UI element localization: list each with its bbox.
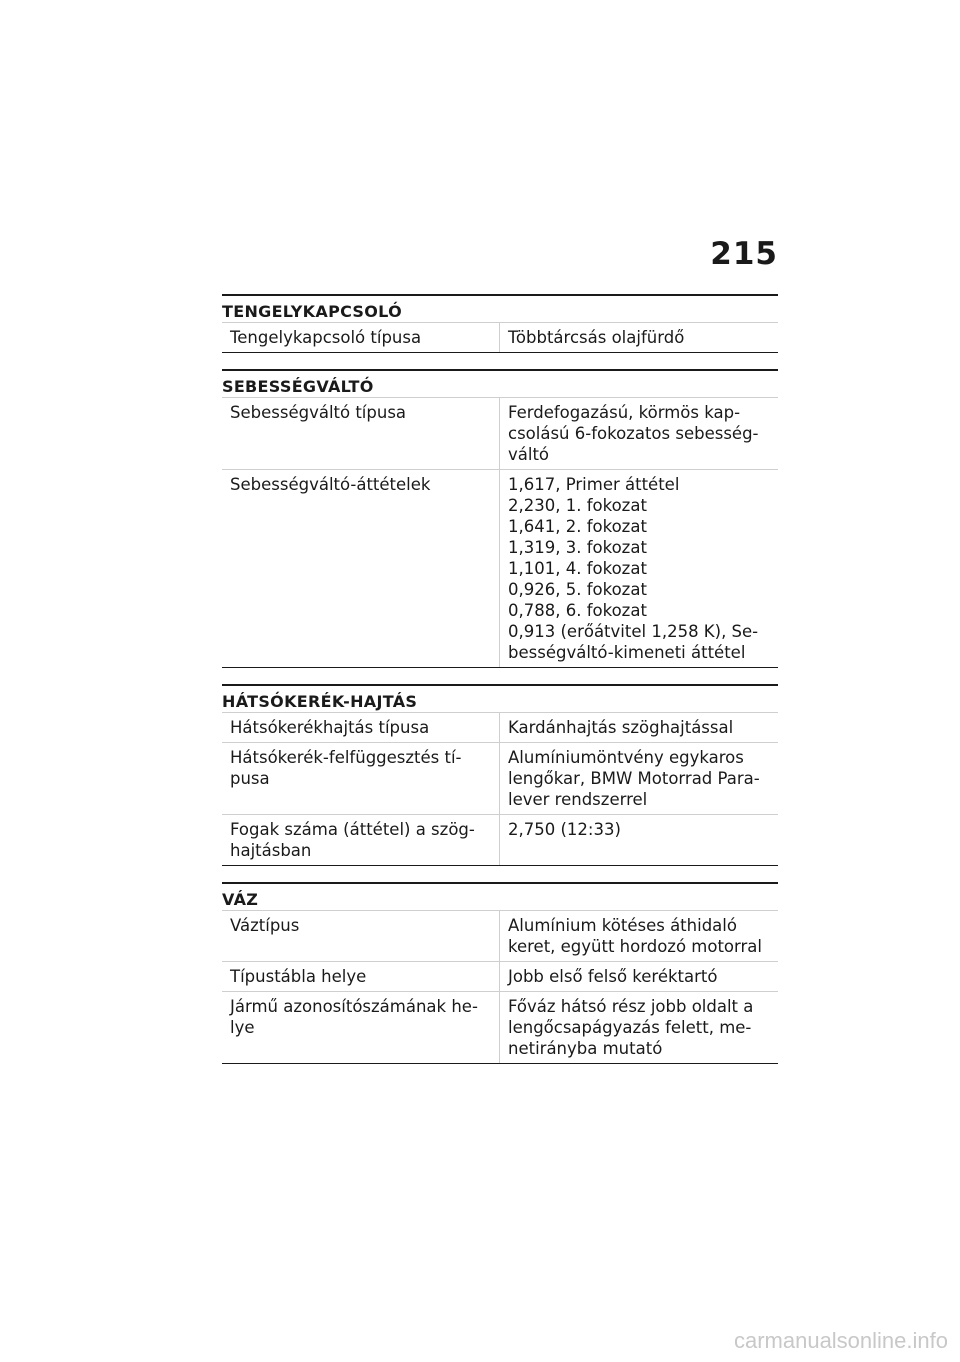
spec-value: Alumínium kötéses áthidaló keret, együtt hordozó motorral (508, 916, 763, 956)
spec-label: Váztípus (222, 911, 500, 961)
section-title: TENGELYKAPCSOLÓ (222, 294, 778, 322)
spec-value: Főváz hátsó rész jobb oldalt a lengőcsapágyazás felett, me- netirányba mutató (508, 997, 754, 1058)
spec-value: 1,617, Primer áttétel 2,230, 1. fokozat 1,641, 2. fokozat 1,319, 3. fokozat 1,101, 4. fokozat 0,926, 5. fokozat 0,788, 6. fokozat 0,913 (erőátvitel 1,258 K), Se- bességváltó-kimeneti áttétel (508, 475, 759, 662)
spec-value: Jobb első felső keréktartó (508, 967, 718, 986)
spec-value: Alumíniumöntvény egykaros lengőkar, BMW Motorrad Para- lever rendszerrel (508, 748, 760, 809)
spec-row (222, 961, 778, 991)
spec-content (222, 294, 778, 1080)
spec-label: Fogak száma (áttétel) a szög- hajtásban (222, 815, 500, 865)
spec-row (222, 322, 778, 353)
spec-row (222, 910, 778, 961)
spec-label: Hátsókerék-felfüggesztés tí- pusa (222, 743, 500, 814)
spec-row (222, 814, 778, 866)
spec-value: 2,750 (12:33) (508, 820, 621, 839)
page-number: 215 (710, 236, 778, 272)
section-title: HÁTSÓKERÉK-HAJTÁS (222, 684, 778, 712)
spec-value: Ferdefogazású, körmös kap- csolású 6-fokozatos sebesség- váltó (508, 403, 759, 464)
spec-label: Sebességváltó-áttételek (222, 470, 500, 667)
spec-label: Típustábla helye (222, 962, 500, 991)
spec-row (222, 469, 778, 668)
spec-row (222, 712, 778, 742)
spec-row (222, 742, 778, 814)
spec-section (222, 684, 778, 866)
spec-row (222, 397, 778, 469)
spec-section (222, 882, 778, 1064)
spec-label: Tengelykapcsoló típusa (222, 323, 500, 352)
section-title: VÁZ (222, 882, 778, 910)
spec-section (222, 369, 778, 668)
spec-label: Sebességváltó típusa (222, 398, 500, 469)
spec-label: Jármű azonosítószámának he- lye (222, 992, 500, 1063)
section-title: SEBESSÉGVÁLTÓ (222, 369, 778, 397)
spec-label: Hátsókerékhajtás típusa (222, 713, 500, 742)
spec-row (222, 991, 778, 1064)
spec-section (222, 294, 778, 353)
watermark: carmanualsonline.info (733, 1328, 948, 1353)
spec-value: Kardánhajtás szöghajtással (508, 718, 734, 737)
spec-value: Többtárcsás olajfürdő (508, 328, 685, 347)
